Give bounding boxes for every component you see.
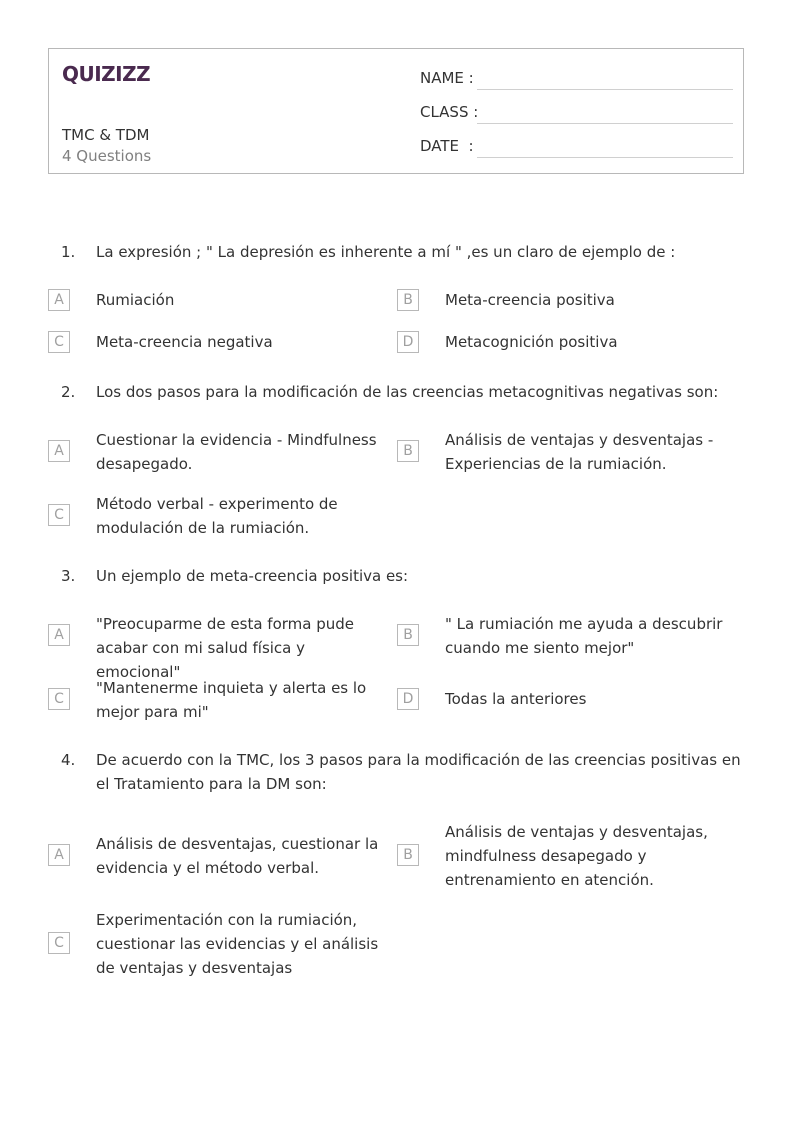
name-field[interactable] xyxy=(420,69,733,91)
option-letter-box[interactable]: A xyxy=(48,289,70,311)
name-line[interactable] xyxy=(477,89,733,90)
option-text: Análisis de desventajas, cuestionar la evidencia y el método verbal. xyxy=(96,835,379,877)
option-letter-box[interactable]: C xyxy=(48,504,70,526)
date-line[interactable] xyxy=(477,157,733,158)
option-text: "Mantenerme inquieta y alerta es lo mejor para mi" xyxy=(96,679,367,721)
question-number: 3. xyxy=(61,567,76,585)
option-text: Meta-creencia negativa xyxy=(96,333,273,351)
worksheet-title: TMC & TDM xyxy=(62,126,150,144)
worksheet-header xyxy=(48,48,744,174)
option-letter-box[interactable]: B xyxy=(397,624,419,646)
quizizz-logo xyxy=(62,61,152,87)
question-text: Un ejemplo de meta-creencia positiva es: xyxy=(96,567,409,585)
option-letter-box[interactable]: D xyxy=(397,331,419,353)
option-letter-box[interactable]: A xyxy=(48,440,70,462)
question-text: La expresión ; " La depresión es inherente a mí " ,es un claro de ejemplo de : xyxy=(96,243,676,261)
option-letter-box[interactable]: C xyxy=(48,688,70,710)
option-text: " La rumiación me ayuda a descubrir cuando me siento mejor" xyxy=(445,615,723,657)
question-number: 2. xyxy=(61,383,76,401)
option-letter-box[interactable]: B xyxy=(397,289,419,311)
date-label: DATE : xyxy=(420,137,474,155)
option-letter-box[interactable]: C xyxy=(48,932,70,954)
option-letter-box[interactable]: B xyxy=(397,844,419,866)
option-text: Método verbal - experimento de modulación de la rumiación. xyxy=(96,495,338,537)
svg-text:QUIZIZZ: QUIZIZZ xyxy=(62,62,151,86)
question-number: 1. xyxy=(61,243,76,261)
name-label: NAME : xyxy=(420,69,474,87)
option-letter-box[interactable]: A xyxy=(48,844,70,866)
question-count: 4 Questions xyxy=(62,147,152,165)
option-text: Todas la anteriores xyxy=(445,690,587,708)
option-text: Análisis de ventajas y desventajas, mindfulness desapegado y entrenamiento en atención. xyxy=(445,823,708,889)
option-text: Metacognición positiva xyxy=(445,333,618,351)
option-text: Cuestionar la evidencia - Mindfulness desapegado. xyxy=(96,431,377,473)
option-letter-box[interactable]: A xyxy=(48,624,70,646)
option-text: Rumiación xyxy=(96,291,175,309)
option-text: Meta-creencia positiva xyxy=(445,291,615,309)
option-letter-box[interactable]: B xyxy=(397,440,419,462)
option-letter-box[interactable]: C xyxy=(48,331,70,353)
date-field[interactable] xyxy=(420,137,733,159)
question-text: Los dos pasos para la modificación de las creencias metacognitivas negativas son: xyxy=(96,383,719,401)
class-line[interactable] xyxy=(477,123,733,124)
option-letter-box[interactable]: D xyxy=(397,688,419,710)
option-text: Análisis de ventajas y desventajas - Experiencias de la rumiación. xyxy=(445,431,714,473)
class-label: CLASS : xyxy=(420,103,479,121)
option-text: Experimentación con la rumiación, cuestionar las evidencias y el análisis de ventajas y desventajas xyxy=(96,911,379,977)
question-number: 4. xyxy=(61,751,76,769)
question-text: De acuerdo con la TMC, los 3 pasos para la modificación de las creencias positivas en el Tratamiento para la DM son: xyxy=(96,751,741,793)
option-text: "Preocuparme de esta forma pude acabar con mi salud física y emocional" xyxy=(96,615,355,681)
class-field[interactable] xyxy=(420,103,733,125)
